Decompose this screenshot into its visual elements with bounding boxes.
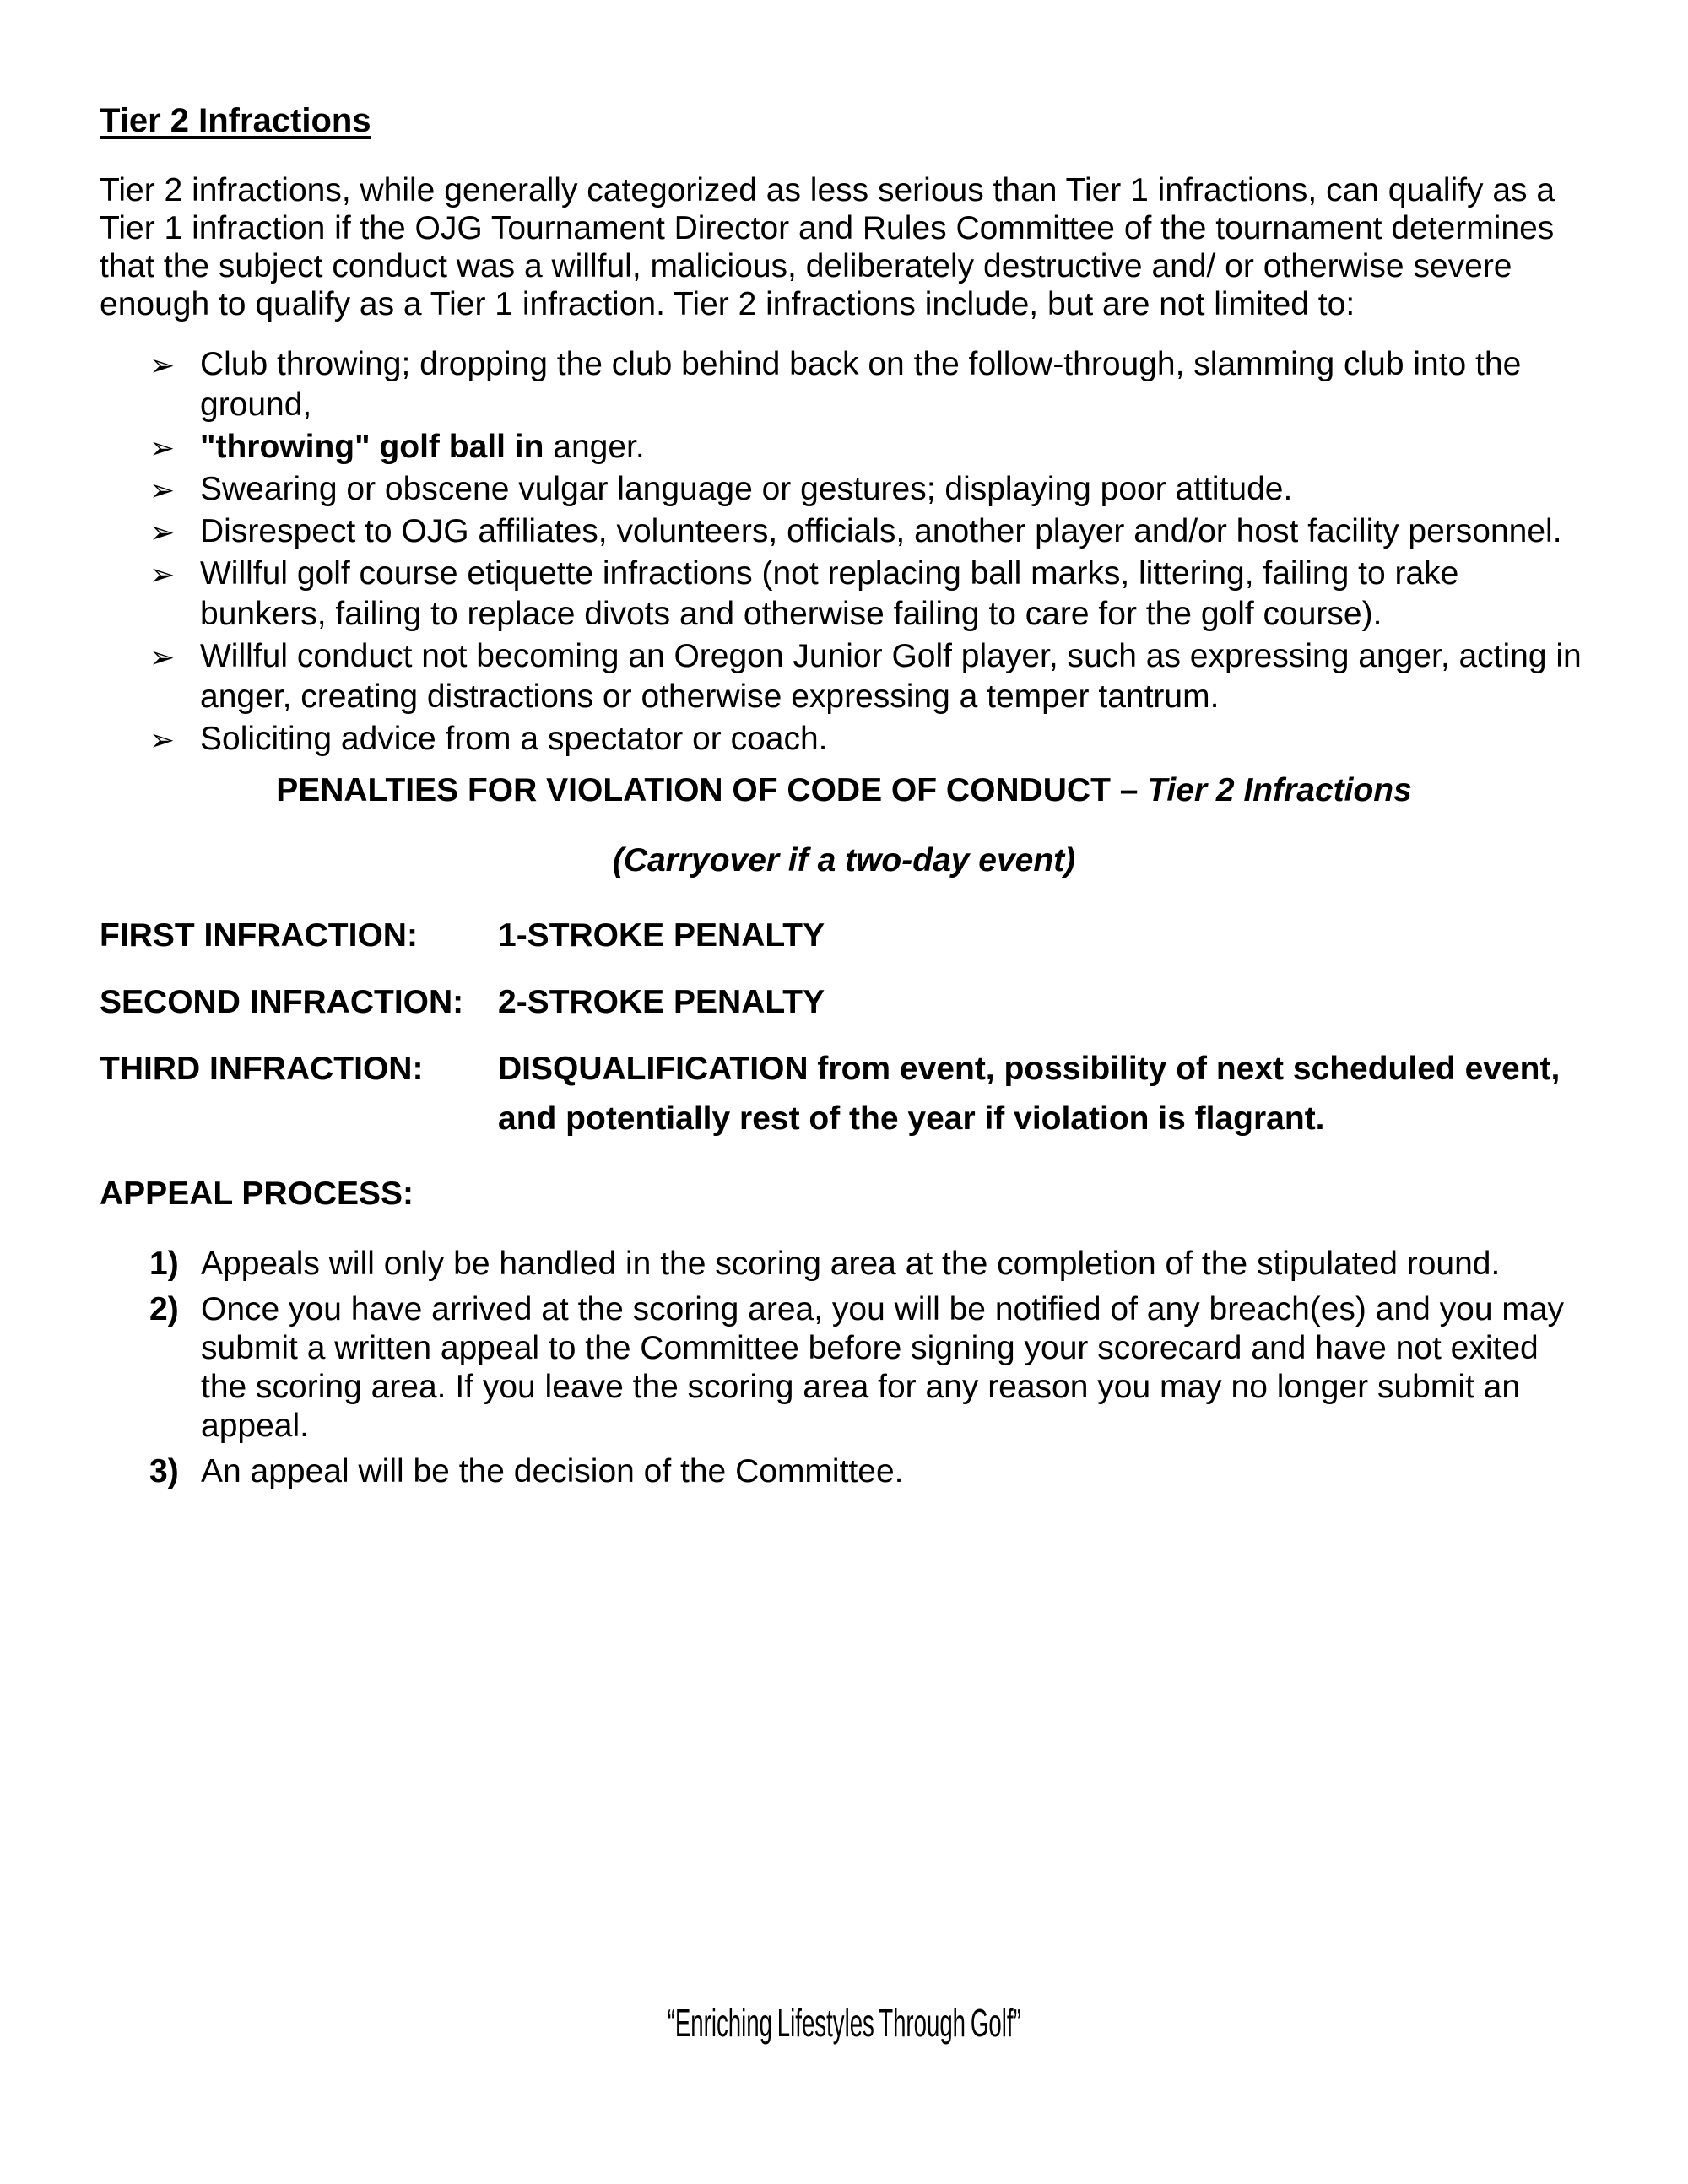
- arrow-bullet-icon: ➢: [149, 473, 176, 507]
- penalty-row: [100, 977, 1588, 1027]
- penalty-row-value: 2-STROKE PENALTY: [498, 984, 825, 1020]
- penalty-table: [100, 911, 1588, 1143]
- footer-motto-text: “Enriching Lifestyles Through Golf”: [667, 2001, 1021, 2045]
- arrow-bullet-icon: ➢: [149, 430, 176, 465]
- appeal-item-number: 2): [149, 1291, 179, 1327]
- appeal-item: [100, 1290, 1588, 1446]
- page-title: Tier 2 Infractions: [100, 102, 371, 139]
- arrow-bullet-icon: ➢: [149, 348, 176, 382]
- carryover-note: (Carryover if a two-day event): [612, 842, 1076, 878]
- intro-paragraph: Tier 2 infractions, while generally categorized as less serious than Tier 1 infractions, can qualify as a Tier 1 infraction if the OJG Tournament Director and Rules Committee of the tournament determines that the subject conduct was a willful, malicious, deliberately destructive and/ or otherwise severe enough to qualify as a Tier 1 infraction. Tier 2 infractions include, but are not limited to:: [100, 172, 1555, 322]
- footer-motto: [0, 2001, 1688, 2045]
- appeal-item-number: 3): [149, 1453, 179, 1489]
- appeal-item-text: Appeals will only be handled in the scoring area at the completion of the stipulated round.: [201, 1246, 1501, 1282]
- penalty-row-label: FIRST INFRACTION:: [100, 917, 418, 954]
- appeal-item: [100, 1452, 1588, 1491]
- appeal-item-text: Once you have arrived at the scoring area, you will be notified of any breach(es) and you may submit a written appeal to the Committee before signing your scorecard and have not exited the scoring area. If you leave the scoring area for any reason you may no longer submit an appeal.: [201, 1291, 1565, 1444]
- arrow-bullet-icon: ➢: [149, 515, 176, 549]
- appeal-item-text: An appeal will be the decision of the Committee.: [201, 1453, 904, 1489]
- penalties-heading-main: PENALTIES FOR VIOLATION OF CODE OF CONDUCT –: [276, 772, 1148, 808]
- infraction-item: [100, 511, 1588, 552]
- penalty-row-label: SECOND INFRACTION:: [100, 984, 464, 1020]
- infraction-item-text: Willful conduct not becoming an Oregon Junior Golf player, such as expressing anger, acting in anger, creating distractions or otherwise expressing a temper tantrum.: [200, 638, 1582, 715]
- arrow-bullet-icon: ➢: [149, 557, 176, 592]
- penalty-row: [100, 911, 1588, 960]
- arrow-bullet-icon: ➢: [149, 722, 176, 757]
- infraction-item-bold-text: "throwing" golf ball in: [200, 429, 544, 465]
- penalties-heading: [100, 771, 1588, 810]
- appeal-process-list: [100, 1245, 1588, 1491]
- arrow-bullet-icon: ➢: [149, 640, 176, 674]
- penalty-row-label: THIRD INFRACTION:: [100, 1051, 424, 1087]
- infraction-item: [100, 427, 1588, 468]
- tier2-infraction-list: [100, 344, 1588, 760]
- infraction-item: [100, 344, 1588, 425]
- infraction-item: [100, 554, 1588, 635]
- appeal-process-heading: APPEAL PROCESS:: [100, 1176, 414, 1212]
- infraction-item-text: "throwing" golf ball in anger.: [200, 429, 645, 465]
- infraction-item-text: Disrespect to OJG affiliates, volunteers, officials, another player and/or host facility personnel.: [200, 513, 1562, 549]
- infraction-item: [100, 719, 1588, 760]
- infraction-item-text: Swearing or obscene vulgar language or gestures; displaying poor attitude.: [200, 471, 1293, 507]
- infraction-item-text: Soliciting advice from a spectator or coach.: [200, 721, 828, 757]
- infraction-item-text: Willful golf course etiquette infractions (not replacing ball marks, littering, failing to rake bunkers, failing to replace divots and otherwise failing to care for the golf course).: [200, 555, 1459, 632]
- penalty-row: [100, 1044, 1588, 1143]
- penalties-heading-italic: Tier 2 Infractions: [1147, 772, 1412, 808]
- penalty-row-value: DISQUALIFICATION from event, possibility of next scheduled event, and potentially rest of the year if violation is flagrant.: [498, 1051, 1561, 1137]
- infraction-item-text: Club throwing; dropping the club behind back on the follow-through, slamming club into the ground,: [200, 346, 1522, 423]
- appeal-item-number: 1): [149, 1246, 179, 1282]
- appeal-item: [100, 1245, 1588, 1284]
- infraction-item: [100, 636, 1588, 717]
- penalty-row-value: 1-STROKE PENALTY: [498, 917, 825, 954]
- infraction-item: [100, 469, 1588, 510]
